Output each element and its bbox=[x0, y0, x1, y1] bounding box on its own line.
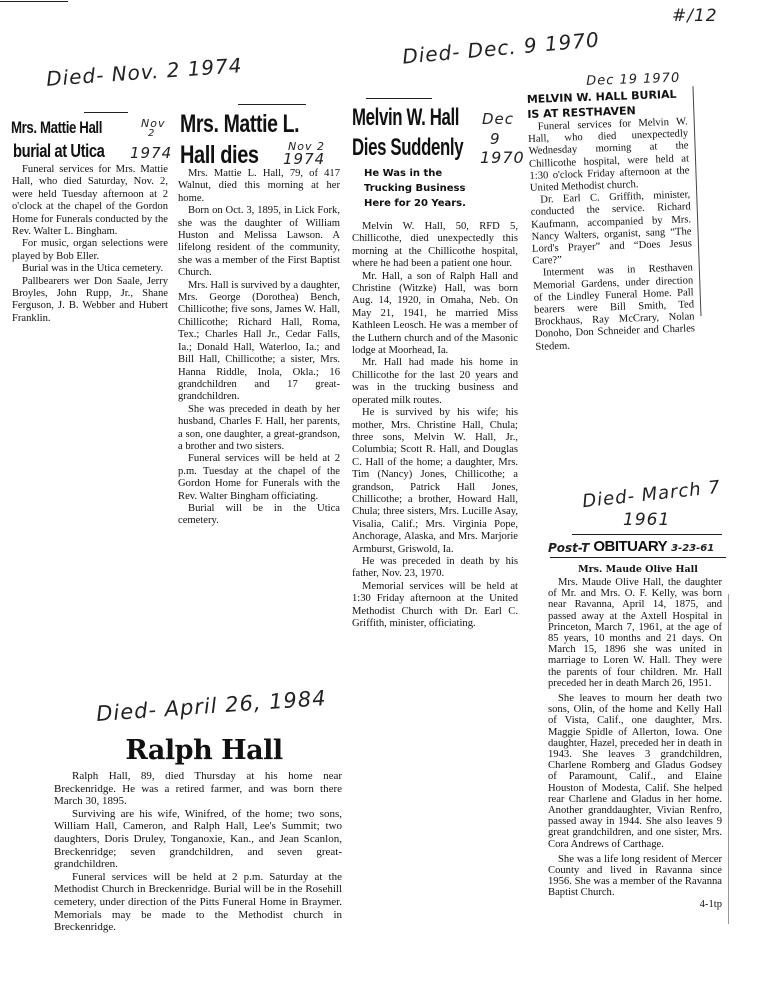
article-body bbox=[178, 168, 340, 528]
margin-note: 1974 bbox=[130, 144, 173, 162]
margin-note: 1974 bbox=[283, 150, 326, 168]
clipping-edge bbox=[692, 86, 701, 316]
margin-note: Dec bbox=[482, 110, 515, 128]
masthead-top-rule bbox=[572, 534, 722, 535]
masthead-bottom-rule bbox=[550, 557, 726, 558]
margin-note: Nov 2 bbox=[288, 140, 325, 153]
masthead-title: OBITUARY bbox=[593, 538, 668, 555]
clipping-ralph-hall bbox=[54, 734, 354, 934]
masthead bbox=[548, 534, 728, 556]
paragraph: Surviving are his wife, Winifred, of the home; two sons, William Hall, Cameron, and Ralph Hall, Lee's Summit; two daughters, Doris Druley, Tonganoxie, Kan., and Jean Scanlon, Breckenridge; seven grandchildren, and seven great-grandchildren. bbox=[54, 807, 342, 871]
handwritten-death-date: Died- April 26, 1984 bbox=[95, 685, 328, 727]
clipping-melvin-burial bbox=[526, 70, 704, 354]
handwritten-death-date: 1961 bbox=[623, 510, 671, 530]
paragraph: She was preceded in death by her husband, Charles F. Hall, her parents, a son, one daughter, a great-grandson, a brother and two sisters. bbox=[178, 403, 340, 452]
paragraph: Burial was in the Utica cemetery. bbox=[22, 263, 164, 275]
headline-line: Melvin W. Hall bbox=[352, 104, 460, 131]
subheadline bbox=[352, 166, 524, 211]
headline-line: Dies Suddenly bbox=[352, 134, 464, 161]
margin-note: Dec 19 1970 bbox=[585, 70, 681, 89]
paragraph: Burial will be in the Utica cemetery. bbox=[178, 502, 340, 527]
article-body bbox=[352, 221, 518, 630]
paragraph: Melvin W. Hall, 50, RFD 5, Chillicothe, died unexpectedly this morning at the Chillicothe hospital, where he had been a patient one hour. bbox=[352, 221, 518, 270]
article-body bbox=[548, 577, 722, 910]
paragraph: Mr. Hall, a son of Ralph Hall and Christine (Witzke) Hall, was born Aug. 14, 1920, in Omaha, Neb. On May 21, 1941, he married Miss Kathleen Leosch. He was a member of the Luthern church and of the Masonic lodge at Moorhead, Ia. bbox=[352, 270, 518, 357]
headline: Ralph Hall bbox=[125, 735, 283, 766]
headline-line: MELVIN W. HALL BURIAL bbox=[526, 87, 677, 106]
paragraph: Memorial services will be held at 1:30 Friday afternoon at the United Methodist Church with Dr. Earl C. Griffith, minister, officiating. bbox=[352, 580, 518, 629]
masthead-prefix-note: Post-T bbox=[548, 541, 590, 555]
headline-line: Mrs. Mattie L. bbox=[180, 110, 300, 138]
clipping-maude-obituary bbox=[548, 534, 728, 910]
headline-line: burial at Utica bbox=[13, 141, 105, 161]
paragraph: She leaves to mourn her death two sons, Olin, of the home and Kelly Hall of Vista, Calif., one daughter, Mrs. Maggie Spidle of Allerton, Iowa. One daughter, Hazel, preceded her in death in 1943. She leaves 3 grandchildren, Charlene Romberg and Gladus Godsey of Paramount, Calif., and Elaine Houston of Modesta, Calif. She helped rear Charlene and Gladus in her home. Another granddaughter, Vivian Renfro, passed away in 1944. She also leaves 9 great grandchildren, and one sister, Mrs. Cora Andrews of Carthage. bbox=[548, 693, 722, 850]
paragraph: He is survived by his wife; his mother, Mrs. Christine Hall, Chula; three sons, Melvin W. Hall, Jr., Columbia; Scott R. Hall, and Douglas C. Hall of the home; a daughter, Mrs. Tim (Nancy) Jones, Chillicothe; a grandson, Patrick Hall Jones, Chillicothe; a brother, Howard Hall, Chula; three sisters, Mrs. Lucille Asay, Visalia, Calif.; Mrs. Virginia Pope, Anchorage, Alaska, and Mrs. Marjorie Armburst, Griswold, Ia. bbox=[352, 407, 518, 555]
paragraph: Funeral services will be held at 2 p.m. Tuesday at the chapel of the Gordon Home for Funerals with the Rev. Walter Bingham officiating. bbox=[178, 453, 340, 502]
margin-note: 2 bbox=[148, 128, 156, 139]
paragraph: Mrs. Mattie L. Hall, 79, of 417 Walnut, died this morning at her home. bbox=[178, 168, 340, 204]
clipping-mattie-dies bbox=[178, 104, 346, 528]
margin-note: Nov bbox=[141, 117, 166, 130]
handwritten-death-date: Died- Dec. 9 1970 bbox=[401, 27, 601, 69]
paragraph: Mrs. Hall is survived by a daughter, Mrs. George (Dorothea) Bench, Chillicothe; five sons, James W. Hall, Chillicothe; Richard Hall, Roma, Tex.; Charles Hall Jr., Cedar Falls, Ia.; Donald Hall, Waterloo, Ia.; and Bill Hall, Chillicothe; a sister, Mrs. Hanna Riddle, Inola, Okla.; 16 grandchildren and 17 great-grandchildren. bbox=[178, 279, 340, 403]
headline-line: Hall dies bbox=[180, 141, 259, 169]
masthead-date-note: 3-23-61 bbox=[671, 543, 715, 554]
clipping-melvin-dies bbox=[352, 98, 524, 630]
article-body bbox=[8, 164, 168, 325]
paragraph: She was a life long resident of Mercer County and lived in Ravanna since 1956. She was a member of the Ravanna Baptist Church. bbox=[548, 853, 722, 899]
article-body bbox=[528, 116, 696, 353]
margin-note: 9 bbox=[490, 130, 501, 148]
clipping-edge bbox=[728, 594, 729, 924]
paragraph: Pallbearers wer Don Saale, Jerry Broyles, John Rupp, Jr., Shane Ferguson, J. B. Webber and Hubert Franklin. bbox=[12, 275, 168, 324]
clipping-mattie-burial bbox=[8, 112, 172, 325]
handwritten-death-date: Died- Nov. 2 1974 bbox=[45, 53, 244, 91]
paragraph: He was preceded in death by his father, Nov. 23, 1970. bbox=[352, 555, 518, 580]
paragraph: Ralph Hall, 89, died Thursday at his home near Breckenridge. He was a retired farmer, and was born there March 30, 1895. bbox=[54, 770, 342, 808]
page-number-note: #/12 bbox=[672, 6, 718, 26]
subheadline-line: Here for 20 Years. bbox=[364, 198, 466, 209]
paragraph: For music, organ selections were played by Bob Eller. bbox=[12, 238, 168, 262]
subheadline-line: Trucking Business bbox=[364, 183, 466, 194]
handwritten-death-date: Died- March 7 bbox=[581, 476, 722, 513]
paragraph: Funeral services for Mrs. Mattie Hall, who died Saturday, Nov. 2, were held Tuesday afternoon at 2 o'clock at the chapel of the Gordon Home for Funerals conducted by the Rev. Walter L. Bingham. bbox=[12, 164, 168, 238]
paragraph: Funeral services will be held at 2 p.m. Saturday at the Methodist Church in Breckenridge. Burial will be in the Rosehill cemetery, under direction of the Pitts Funeral Home in Braymer. Memorials may be made to the Methodist church in Breckenridge. bbox=[54, 870, 342, 934]
headline-line: Mrs. Mattie Hall bbox=[11, 118, 103, 137]
footer-code: 4-1tp bbox=[699, 898, 722, 910]
paragraph: Interment was in Resthaven Memorial Gardens, under direction of the Lindley Funeral Home. Pall bearers were Bill Smith, Ted Brockhaus, Ray McCrary, Nolan Donoho, Don Schneider and Charles Stedem. bbox=[533, 262, 696, 353]
headline-line: IS AT RESTHAVEN bbox=[527, 104, 636, 121]
paragraph: Funeral services for Melvin W. Hall, who died unexpectedly Wednesday morning at the Chillicothe hospital, were held at 1:30 o'clock Friday afternoon at the United Methodist church. bbox=[528, 116, 690, 194]
subheadline-line: He Was in the bbox=[364, 168, 443, 179]
paragraph: Mr. Hall had made his home in Chillicothe for the last 20 years and was in the trucking business and operated milk routes. bbox=[352, 357, 518, 406]
scan-artifact-line bbox=[0, 1, 68, 2]
article-body bbox=[54, 770, 342, 934]
paragraph: Mrs. Maude Olive Hall, the daughter of Mr. and Mrs. O. F. Kelly, was born near Ravanna, April 14, 1875, and passed away at the Axtell Hospital in Princeton, March 7, 1961, at the age of 85 years, 10 months and 21 days. On March 15, 1896 she was united in marriage to Loren W. Hall. They were the parents of four children. Mr. Hall preceded her in death March 26, 1951. bbox=[548, 577, 722, 689]
paragraph: Dr. Earl C. Griffith, minister, conducted the service. Richard Kaufmann, accompanied by Mrs. Nancy Walters, organist, sang “The Lord's Prayer” and “Does Jesus Care?” bbox=[530, 189, 693, 268]
paragraph: Born on Oct. 3, 1895, in Lick Fork, she was the daughter of William Huston and Melissa Lawson. A lifelong resident of the community, she was a member of the First Baptist Church. bbox=[178, 205, 340, 279]
margin-note: 1970 bbox=[480, 148, 525, 167]
name-heading: Mrs. Maude Olive Hall bbox=[578, 564, 698, 575]
